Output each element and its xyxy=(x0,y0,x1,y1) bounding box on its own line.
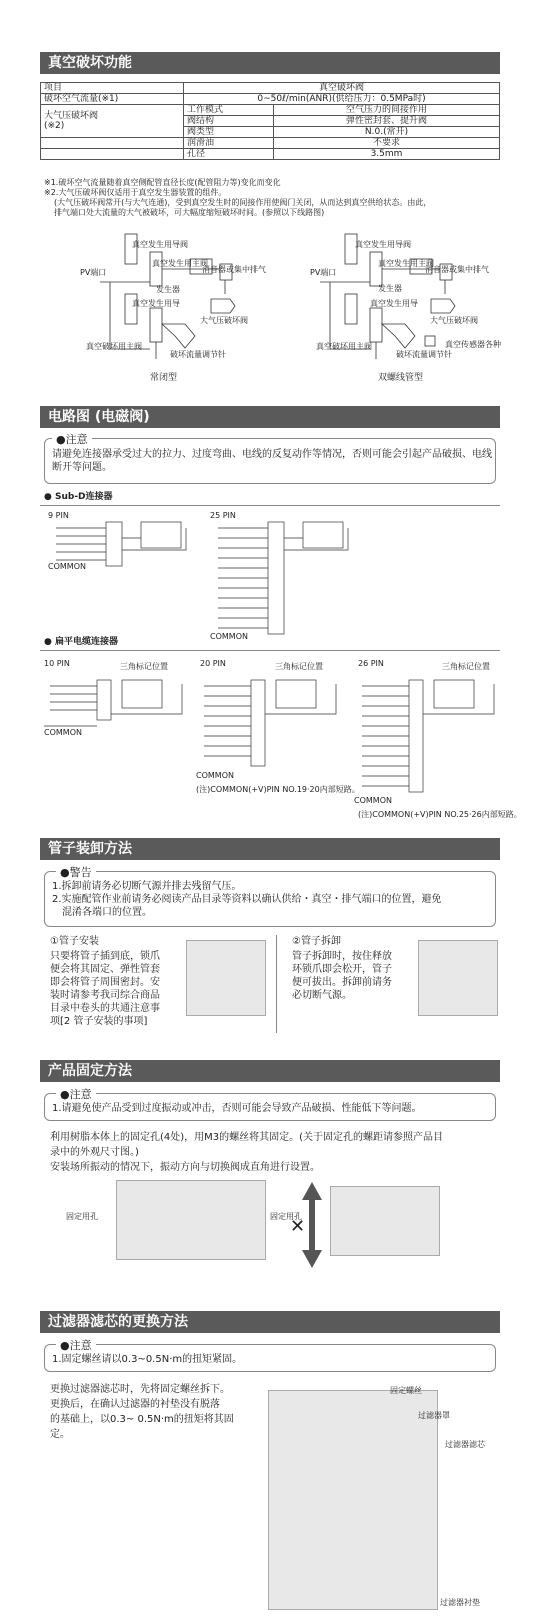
remove-photo xyxy=(418,940,498,1016)
label-vac-sensor-right: 真空传感器各种 xyxy=(445,340,501,349)
pin20-label: 20 PIN xyxy=(200,659,226,668)
label-vac-main-right: 真空发生用主阀 xyxy=(378,259,434,268)
table-header-item: 项目 xyxy=(41,83,184,94)
common-label-20: COMMON xyxy=(196,771,234,780)
remove-line: 便可拔出。拆卸前请务 xyxy=(292,977,392,988)
side-view-photo xyxy=(330,1186,440,1256)
label-silencer-left: 消音器或集中排气 xyxy=(202,265,266,274)
install-line: 项[2 管子安装的事项] xyxy=(50,1016,148,1027)
remove-title: ②管子拆卸 xyxy=(292,936,341,947)
row-label: 润滑油 xyxy=(184,138,274,149)
caption-normally-closed: 常闭型 xyxy=(150,373,178,383)
remove-line: 管子拆卸时，按住释放 xyxy=(292,951,392,962)
pin9-label: 9 PIN xyxy=(48,511,69,520)
filter-line: 更换后，在确认过滤器的衬垫没有脱落 xyxy=(50,1399,220,1410)
pin10-label: 10 PIN xyxy=(44,659,70,668)
fixing-notice-text: 1.请避免使产品受到过度振动或冲击，否则可能会导致产品破损、性能低下等问题。 xyxy=(52,1103,422,1114)
flat-divider xyxy=(40,650,500,651)
group-label: 大气压破坏阀 xyxy=(44,111,99,121)
spec-table xyxy=(40,82,500,160)
note-line: ※1.破坏空气流量随着真空侧配管直径长度(配管阻力等)变化而变化 xyxy=(44,178,281,187)
section-title-filter: 过滤器滤芯的更换方法 xyxy=(40,1311,500,1333)
flat-label: ● 扁平电缆连接器 xyxy=(44,637,118,647)
label-vac-pilot2-right: 真空发生用导 xyxy=(370,299,418,308)
pin25-label: 25 PIN xyxy=(210,511,236,520)
remove-text xyxy=(292,950,412,1002)
warning-line: 2.实施配管作业前请务必阅读产品目录等资料以确认供给・真空・排气端口的位置，避免 xyxy=(52,894,442,905)
row-label-empty xyxy=(41,149,184,160)
row-label: 孔径 xyxy=(184,149,274,160)
install-photo xyxy=(186,940,266,1016)
caption-double-solenoid: 双螺线管型 xyxy=(378,373,424,383)
pin26-label: 26 PIN xyxy=(358,659,384,668)
note-line: ※2.大气压破坏阀仅适用于真空发生器装置的组件。 xyxy=(44,188,227,197)
filter-notice-label: ●注意 xyxy=(56,1337,96,1353)
filter-photo xyxy=(268,1390,438,1610)
common-label-26: COMMON xyxy=(354,796,392,805)
label-vac-pilot2-left: 真空发生用导 xyxy=(132,299,180,308)
flow-label: 破坏空气流量(※1) xyxy=(41,94,184,105)
label-vac-pilot-right: 真空发生用导阀 xyxy=(355,240,411,249)
table-row xyxy=(41,138,500,149)
label-atm-valve-left: 大气压破坏阀 xyxy=(200,316,248,325)
row-label: 阀类型 xyxy=(184,127,274,138)
warning-line: 混淆各端口的位置。 xyxy=(62,907,152,918)
table-row xyxy=(41,149,500,160)
section-title-circuit: 电路图 (电磁阀) xyxy=(40,406,500,428)
circuit-10pin xyxy=(42,674,192,734)
install-line: 目录中卷头的共通注意事 xyxy=(50,1003,160,1014)
triangle-mark-10: 三角标记位置 xyxy=(120,662,168,671)
vacuum-notes xyxy=(44,178,504,218)
filter-line: 定。 xyxy=(50,1429,70,1440)
filter-label-cover: 过滤器罩 xyxy=(418,1411,450,1420)
manifold-photo xyxy=(116,1180,266,1260)
row-value: 空气压力的间接作用 xyxy=(274,105,500,116)
label-needle-left: 破坏流量调节针 xyxy=(170,350,226,359)
triangle-mark-26: 三角标记位置 xyxy=(442,662,490,671)
fixing-line: 录中的外观尺寸图。) xyxy=(50,1147,139,1158)
fixing-body xyxy=(50,1130,500,1175)
note-26pin: (注)COMMON(+V)PIN NO.25·26内部短路。 xyxy=(358,810,522,819)
label-vac-main-left: 真空发生用主阀 xyxy=(152,259,208,268)
common-label-25: COMMON xyxy=(210,632,248,641)
row-label: 阀结构 xyxy=(184,116,274,127)
note-line: (大气压破坏阀常开(与大气连通)，受到真空发生时的间接作用使阀门关闭，从而达到真空供给状态。由此， xyxy=(54,198,432,207)
filter-line: 的基础上，以0.3~ 0.5N·m的扭矩将其固 xyxy=(50,1414,234,1425)
label-break-main-right: 真空破坏用主阀 xyxy=(316,342,372,351)
fixing-notice-label: ●注意 xyxy=(56,1086,96,1102)
remove-line: 必切断气源。 xyxy=(292,990,352,1001)
subd-divider xyxy=(40,505,500,506)
circuit-9pin xyxy=(46,520,196,575)
filter-label-screw: 固定螺丝 xyxy=(390,1386,422,1395)
table-header-valve: 真空破坏阀 xyxy=(184,83,500,94)
circuit-20pin xyxy=(196,674,346,774)
row-label-empty xyxy=(41,138,184,149)
circuit-notice-label: ●注意 xyxy=(52,431,92,447)
hole-label-right: 固定用孔 xyxy=(270,1212,302,1221)
label-pv-right: PV端口 xyxy=(310,268,337,277)
warning-line: 1.拆卸前请务必切断气源并排去残留气压。 xyxy=(52,881,242,892)
install-line: 便会将其固定、弹性管套 xyxy=(50,964,160,975)
common-label-10: COMMON xyxy=(44,728,82,737)
row-value: 3.5mm xyxy=(274,149,500,160)
table-row xyxy=(41,83,500,94)
triangle-mark-20: 三角标记位置 xyxy=(275,662,323,671)
install-line: 装时请参考我司综合商品 xyxy=(50,990,160,1001)
cross-icon: ✕ xyxy=(290,1216,306,1237)
remove-line: 环锁爪即会松开，管子 xyxy=(292,964,392,975)
table-row xyxy=(41,105,500,116)
install-title: ①管子安装 xyxy=(50,936,99,947)
tube-warnings xyxy=(52,880,492,919)
tube-divider xyxy=(276,935,277,1033)
section-title-tube: 管子装卸方法 xyxy=(40,838,500,860)
filter-line: 更换过滤器滤芯时，先将固定螺丝拆下。 xyxy=(50,1384,230,1395)
vibration-arrow-icon xyxy=(300,1180,324,1270)
note-20pin: (注)COMMON(+V)PIN NO.19·20内部短路。 xyxy=(196,785,360,794)
subd-label: ● Sub-D连接器 xyxy=(44,492,113,502)
group-cell xyxy=(41,105,184,138)
install-text xyxy=(50,950,180,1028)
common-label-9: COMMON xyxy=(48,562,86,571)
filter-body xyxy=(50,1382,260,1442)
table-row xyxy=(41,94,500,105)
install-line: 即会将管子周围密封。安 xyxy=(50,977,160,988)
label-needle-right: 破坏流量调节针 xyxy=(396,350,452,359)
row-value: N.0.(常开) xyxy=(274,127,500,138)
filter-label-gasket: 过滤器衬垫 xyxy=(440,1598,480,1607)
label-atm-valve-right: 大气压破坏阀 xyxy=(430,316,478,325)
row-label: 工作模式 xyxy=(184,105,274,116)
row-value: 弹性密封套、提升阀 xyxy=(274,116,500,127)
flow-value: 0~50ℓ/min(ANR)(供给压力：0.5MPa时) xyxy=(184,94,500,105)
tube-warning-label: ●警告 xyxy=(56,864,96,880)
install-line: 只要将管子插到底，锁爪 xyxy=(50,951,160,962)
circuit-26pin xyxy=(354,674,504,800)
row-value: 不要求 xyxy=(274,138,500,149)
section-title-fixing: 产品固定方法 xyxy=(40,1060,500,1082)
fixing-line: 利用树脂本体上的固定孔(4处)，用M3的螺丝将其固定。(关于固定孔的螺距请参照产品目 xyxy=(50,1132,444,1143)
filter-label-element: 过滤器滤芯 xyxy=(445,1440,485,1449)
section-title-vacuum: 真空破坏功能 xyxy=(40,52,500,74)
label-pv-left: PV端口 xyxy=(80,268,107,277)
circuit-25pin xyxy=(208,520,448,640)
fixing-line: 安装场所振动的情况下，振动方向与切换阀成直角进行设置。 xyxy=(50,1162,320,1173)
label-generator-left: 发生器 xyxy=(156,285,180,294)
filter-notice-text: 1.固定螺丝请以0.3~0.5N·m的扭矩紧固。 xyxy=(52,1354,243,1365)
label-vac-pilot-left: 真空发生用导阀 xyxy=(132,240,188,249)
label-generator-right: 发生器 xyxy=(378,284,402,293)
label-silencer-right: 消音器或集中排气 xyxy=(425,265,489,274)
hole-label-left: 固定用孔 xyxy=(66,1212,98,1221)
label-break-main-left: 真空破坏用主阀 xyxy=(86,342,142,351)
note-line: 排气端口处大流量的大气被破坏，可大幅度缩短破坏时间。(参照以下线路图) xyxy=(54,208,325,217)
circuit-notice-text: 请避免连接器承受过大的拉力、过度弯曲、电线的反复动作等情况，否则可能会引起产品破损、电线断开等问题。 xyxy=(52,449,492,473)
group-note: (※2) xyxy=(44,121,65,131)
